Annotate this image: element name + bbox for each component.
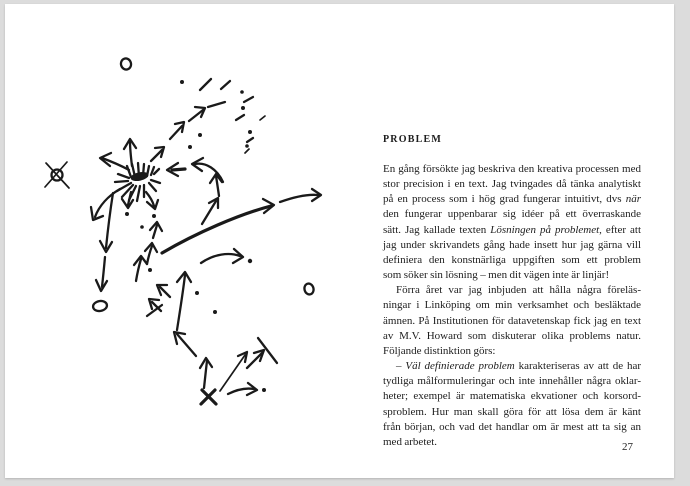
- page-number: 27: [622, 441, 633, 453]
- text-line: som söker sin lösning – men dit vägen inte är linjär!: [383, 269, 610, 282]
- text-line: sätt. Jag kallade texten Lösningen på problemet, efter att: [383, 223, 641, 236]
- text-line: ningar i Linköping om min verksamhet och besläktade: [383, 299, 641, 312]
- text-line: heter; exempel är matematiska ekvationer och korsord-: [383, 390, 641, 403]
- text-line: stor precision i en text. Jag tvingades då tänka analytiskt: [383, 178, 641, 191]
- text-line: från början, och vad det handlar om är mest att ta sig an: [383, 420, 641, 433]
- text-column: [383, 134, 641, 450]
- text-line: Förra året var jag inbjuden att hålla några föreläs-: [396, 284, 641, 297]
- text-line: definiera den konstnärliga uppgiften som ett problem: [383, 253, 641, 266]
- text-line: sproblem. Hur man skall göra för att lösa dem är känt: [383, 405, 641, 418]
- text-line: En gång försökte jag beskriva den kreativa processen med: [383, 163, 641, 175]
- text-line: – Väl definierade problem karakteriseras av att de har: [396, 360, 641, 373]
- text-line: ämnen. På Institutionen för datavetenskap fick jag en text: [383, 314, 641, 327]
- text-line: på en process som i hög grad fungerar intuitivt, dvs när: [383, 193, 641, 206]
- text-line: jag under skrivandets gång hade insett hur jag gärna vill: [383, 238, 641, 251]
- section-heading: PROBLEM: [383, 134, 442, 145]
- text-line: Följande distinktion görs:: [383, 344, 496, 357]
- text-line: av M.V. Howard som diskuterar olika problems natur.: [383, 329, 641, 342]
- body-text: [383, 162, 641, 450]
- text-line: tydliga målformuleringar och inte innehåller några oklar-: [383, 375, 641, 388]
- text-line: med arbetet.: [383, 435, 438, 448]
- text-line: den fungerar uppenbarar sig idéer på ett överraskande: [383, 208, 641, 221]
